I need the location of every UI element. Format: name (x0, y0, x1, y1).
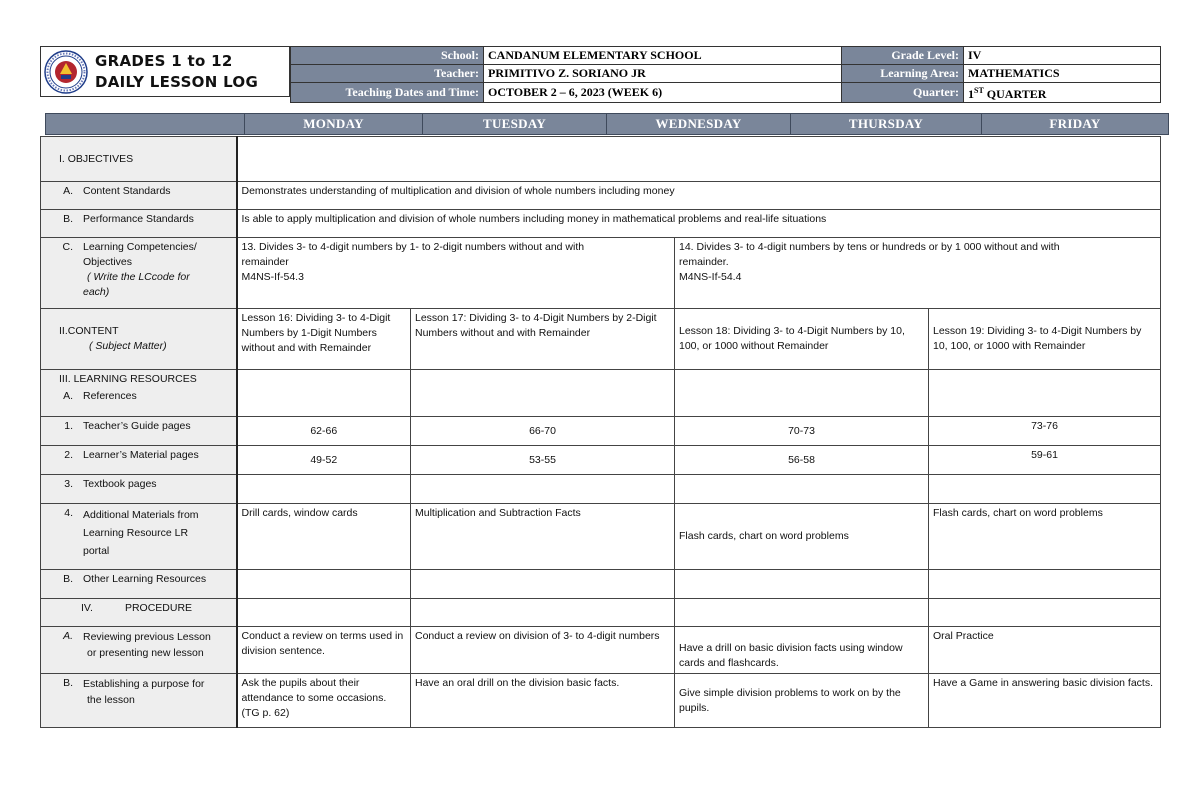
quarter-word: QUARTER (983, 87, 1047, 101)
teaching-dates-value: OCTOBER 2 – 6, 2023 (WEEK 6) (484, 83, 842, 103)
additional-label-line3: portal (83, 545, 110, 557)
tg-monday: 62-66 (237, 417, 411, 446)
textbook-monday (237, 475, 411, 504)
review-thursday: Oral Practice (929, 627, 1161, 674)
row-content (41, 309, 1161, 370)
additional-label-line2: Learning Resource LR (83, 527, 189, 539)
references-thursday (929, 370, 1161, 417)
content-standards-label: Content Standards (83, 185, 171, 197)
content-label: II.CONTENT (59, 325, 119, 337)
form-title-line1: GRADES 1 to 12 (95, 52, 233, 70)
lm-label: Learner’s Material pages (83, 449, 199, 461)
grade-level-label: Grade Level: (842, 47, 964, 65)
other-tuesday (411, 570, 675, 599)
row-additional-materials (41, 504, 1161, 570)
review-tuesday: Conduct a review on division of 3- to 4-digit numbers (411, 627, 675, 674)
references-wednesday (675, 370, 929, 417)
competency-14-cell (675, 238, 1161, 309)
row-textbook (41, 475, 1161, 504)
lm-letter: 2. (64, 449, 73, 461)
purpose-label-line1: Establishing a purpose for (83, 678, 205, 690)
content-tuesday: Lesson 17: Dividing 3- to 4-Digit Numbers by 2-Digit Numbers without and with Remainder (411, 309, 675, 370)
additional-label-cell (41, 504, 237, 570)
tg-label: Teacher’s Guide pages (83, 420, 191, 432)
textbook-label-cell (41, 475, 237, 504)
competency-14-code: M4NS-If-54.4 (679, 271, 742, 283)
quarter-label: Quarter: (842, 83, 964, 103)
day-header-wednesday: WEDNESDAY (607, 114, 791, 135)
school-value: CANDANUM ELEMENTARY SCHOOL (484, 47, 842, 65)
additional-thursday: Flash cards, chart on word problems (929, 504, 1161, 570)
textbook-letter: 3. (64, 478, 73, 490)
procedure-label: IV. PROCEDURE (81, 602, 193, 614)
lesson-log-title-box (40, 46, 290, 97)
competencies-letter: C. (62, 241, 73, 253)
performance-standards-text: Is able to apply multiplication and division of whole numbers including money in mathematical problems and real-life situations (237, 210, 1161, 238)
resources-label-cell (41, 370, 237, 417)
tg-thursday: 73-76 (929, 417, 1161, 446)
day-header-thursday: THURSDAY (791, 114, 982, 135)
row-teachers-guide (41, 417, 1161, 446)
additional-monday: Drill cards, window cards (237, 504, 411, 570)
tg-wednesday: 70-73 (675, 417, 929, 446)
objectives-label: I. OBJECTIVES (59, 152, 134, 165)
header-info-table (290, 46, 1161, 103)
competencies-note-line2: each) (83, 286, 110, 298)
quarter-ordinal: ST (974, 86, 984, 95)
purpose-label-cell (41, 674, 237, 728)
content-wednesday: Lesson 18: Dividing 3- to 4-Digit Numbers by 10, 100, or 1000 without Remainder (675, 309, 929, 370)
purpose-monday: Ask the pupils about their attendance to some occasions. (TG p. 62) (237, 674, 411, 728)
teacher-label: Teacher: (291, 65, 484, 83)
content-standards-label-cell (41, 182, 237, 210)
procedure-monday (237, 599, 411, 627)
competency-13-line1: 13. Divides 3- to 4-digit numbers by 1- to 2-digit numbers without and with (241, 241, 585, 253)
references-label: References (83, 390, 137, 402)
additional-tuesday: Multiplication and Subtraction Facts (411, 504, 675, 570)
grade-level-value: IV (964, 47, 1161, 65)
competency-13-code: M4NS-If-54.3 (241, 271, 304, 283)
performance-standards-letter: B. (63, 213, 73, 225)
lesson-log-grid (40, 136, 1161, 728)
learning-area-label: Learning Area: (842, 65, 964, 83)
competency-13-cell (237, 238, 675, 309)
teacher-value: PRIMITIVO Z. SORIANO JR (484, 65, 842, 83)
content-standards-text: Demonstrates understanding of multiplication and division of whole numbers including money (237, 182, 1161, 210)
references-letter: A. (63, 390, 73, 402)
other-wednesday (675, 570, 929, 599)
lm-thursday: 59-61 (929, 446, 1161, 475)
purpose-label-line2: the lesson (87, 694, 135, 706)
objectives-content-cell (237, 137, 1161, 182)
additional-letter: 4. (64, 507, 73, 519)
day-header-friday: FRIDAY (982, 114, 1169, 135)
procedure-wednesday (675, 599, 929, 627)
lm-tuesday: 53-55 (411, 446, 675, 475)
textbook-thursday (929, 475, 1161, 504)
textbook-tuesday (411, 475, 675, 504)
content-standards-letter: A. (63, 185, 73, 197)
other-resources-letter: B. (63, 573, 73, 585)
tg-letter: 1. (64, 420, 73, 432)
competency-13-line2: remainder (241, 256, 289, 268)
row-learning-resources (41, 370, 1161, 417)
row-procedure (41, 599, 1161, 627)
references-monday (237, 370, 411, 417)
teaching-dates-label: Teaching Dates and Time: (291, 83, 484, 103)
review-label-line1: Reviewing previous Lesson (83, 631, 211, 643)
deped-seal-icon (44, 50, 88, 94)
competencies-label-line1: Learning Competencies/ (83, 241, 197, 253)
review-label-line2: or presenting new lesson (87, 647, 204, 659)
row-performance-standards (41, 210, 1161, 238)
competency-14-line2: remainder. (679, 256, 729, 268)
row-content-standards (41, 182, 1161, 210)
learning-area-value: MATHEMATICS (964, 65, 1161, 83)
other-resources-label-cell (41, 570, 237, 599)
references-tuesday (411, 370, 675, 417)
competency-14-line1: 14. Divides 3- to 4-digit numbers by tens or hundreds or by 1 000 without and with (679, 241, 1060, 253)
content-note: ( Subject Matter) (89, 340, 167, 352)
review-monday: Conduct a review on terms used in division sentence. (237, 627, 411, 674)
textbook-wednesday (675, 475, 929, 504)
purpose-thursday: Have a Game in answering basic division facts. (929, 674, 1161, 728)
form-title-line2: DAILY LESSON LOG (95, 73, 259, 91)
purpose-letter: B. (63, 677, 73, 689)
competencies-label-cell (41, 238, 237, 309)
row-purpose (41, 674, 1161, 728)
day-header-monday: MONDAY (245, 114, 423, 135)
quarter-number: 1 (968, 87, 974, 101)
row-objectives (41, 137, 1161, 182)
purpose-wednesday: Give simple division problems to work on by the pupils. (675, 674, 929, 728)
review-wednesday: Have a drill on basic division facts using window cards and flashcards. (675, 627, 929, 674)
row-other-resources (41, 570, 1161, 599)
content-monday: Lesson 16: Dividing 3- to 4-Digit Numbers by 1-Digit Numbers without and with Remainder (237, 309, 411, 370)
quarter-value (964, 83, 1161, 103)
additional-wednesday: Flash cards, chart on word problems (675, 504, 929, 570)
procedure-label-cell (41, 599, 237, 627)
lm-label-cell (41, 446, 237, 475)
content-thursday: Lesson 19: Dividing 3- to 4-Digit Numbers by 10, 100, or 1000 with Remainder (929, 309, 1161, 370)
performance-standards-label: Performance Standards (83, 213, 194, 225)
row-review (41, 627, 1161, 674)
performance-standards-label-cell (41, 210, 237, 238)
content-label-cell (41, 309, 237, 370)
resources-label: III. LEARNING RESOURCES (59, 373, 197, 385)
competencies-note-line1: ( Write the LCcode for (87, 271, 190, 283)
lm-monday: 49-52 (237, 446, 411, 475)
day-header-blank (46, 114, 245, 135)
additional-label-line1: Additional Materials from (83, 509, 199, 521)
competencies-label-line2: Objectives (83, 256, 133, 268)
other-thursday (929, 570, 1161, 599)
other-resources-label: Other Learning Resources (83, 573, 207, 585)
other-monday (237, 570, 411, 599)
row-learners-material (41, 446, 1161, 475)
review-letter: A. (63, 630, 73, 642)
day-header-tuesday: TUESDAY (423, 114, 607, 135)
day-header-row (45, 113, 1169, 135)
lm-wednesday: 56-58 (675, 446, 929, 475)
procedure-thursday (929, 599, 1161, 627)
tg-tuesday: 66-70 (411, 417, 675, 446)
textbook-label: Textbook pages (83, 478, 157, 490)
review-label-cell (41, 627, 237, 674)
school-label: School: (291, 47, 484, 65)
tg-label-cell (41, 417, 237, 446)
purpose-tuesday: Have an oral drill on the division basic facts. (411, 674, 675, 728)
objectives-label-cell (41, 137, 237, 182)
row-learning-competencies (41, 238, 1161, 309)
procedure-tuesday (411, 599, 675, 627)
